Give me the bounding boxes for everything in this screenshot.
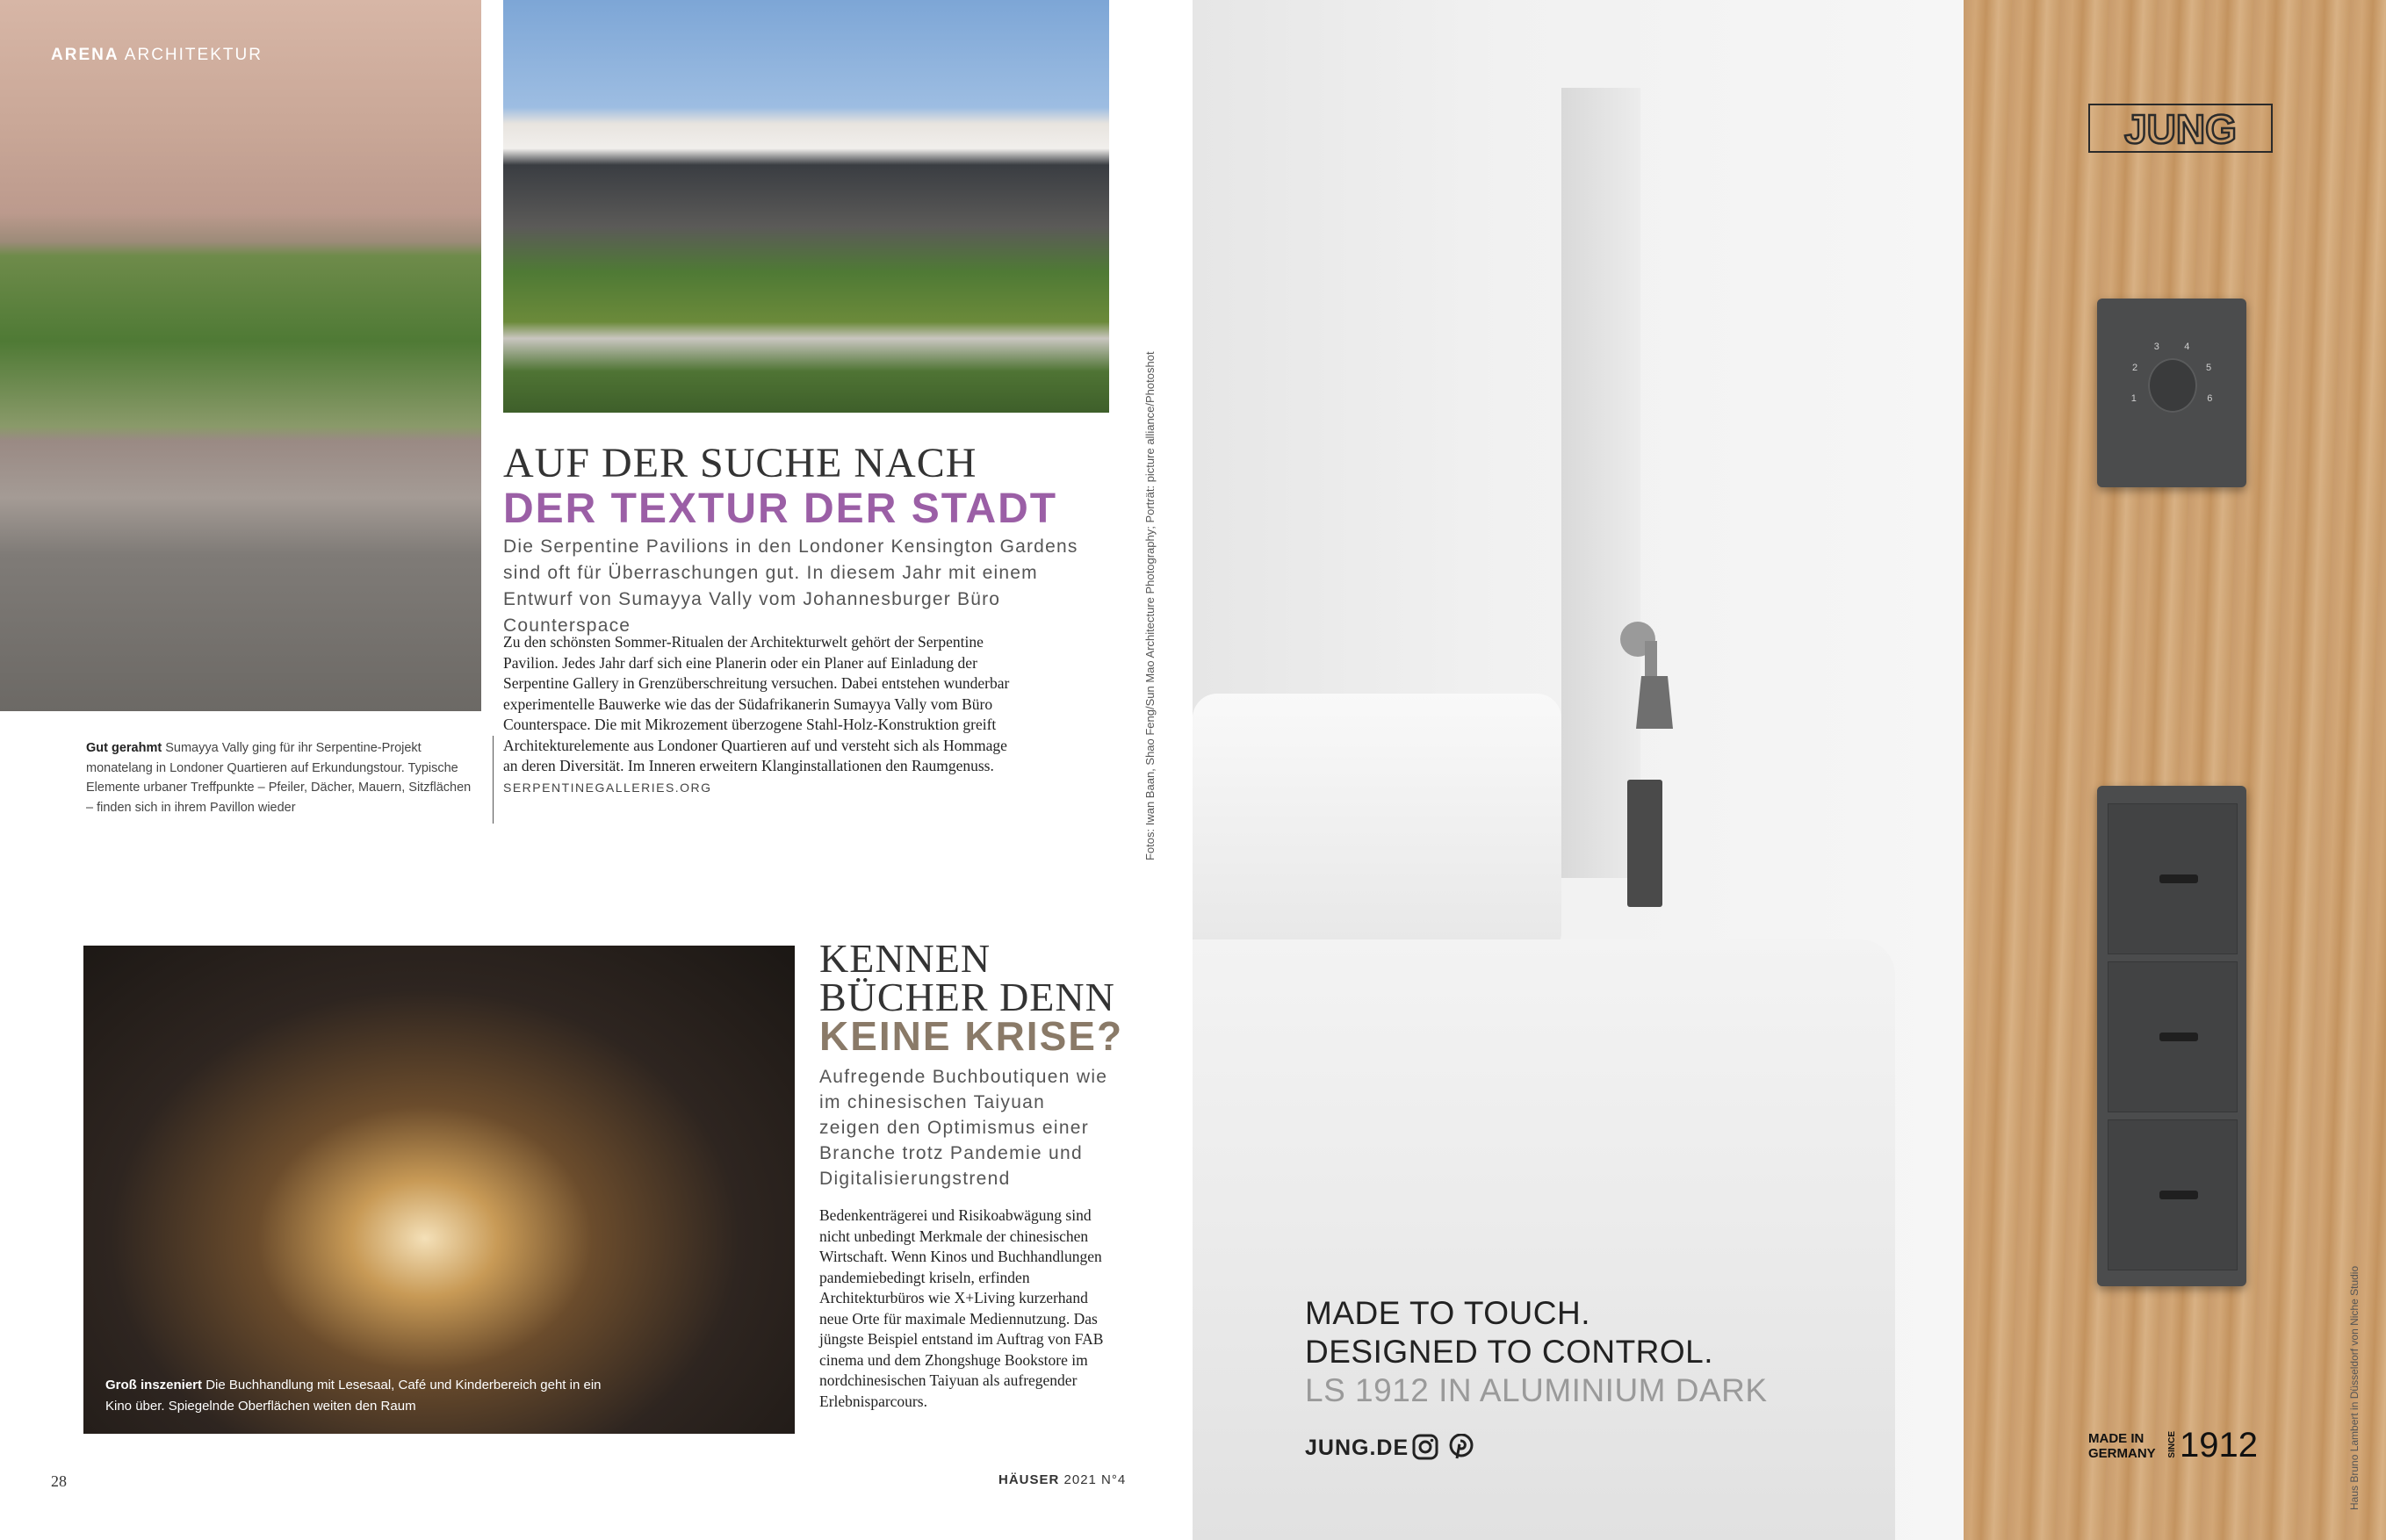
- switch-rocker: [2108, 803, 2238, 954]
- article1-headline-line2: DER TEXTUR DER STADT: [503, 486, 1058, 532]
- article1-url[interactable]: SERPENTINEGALLERIES.ORG: [503, 780, 712, 795]
- article1-caption: [86, 738, 481, 817]
- thermostat: [2097, 299, 2246, 487]
- toggle-lever: [2159, 874, 2198, 883]
- svg-text:JUNG: JUNG: [2124, 106, 2237, 152]
- magazine-footer: [998, 1472, 1126, 1487]
- article1-caption-bold: Gut gerahmt: [86, 741, 162, 755]
- article1-caption-text: Sumayya Vally ging für ihr Serpentine-Projekt monatelang in Londoner Quartieren auf Erkundungstour. Typische Elemente urbaner Treffpunkte – Pfeiler, Dächer, Mauern, Sitzflächen – finden sich in ihrem Pavillon wieder: [86, 741, 472, 815]
- page-number: 28: [51, 1472, 67, 1490]
- founding-year: 1912: [2180, 1426, 2258, 1464]
- photo-credits: Fotos: Iwan Baan, Shao Feng/Sun Mao Architecture Photography; Porträt: picture alliance/Photoshot: [1143, 351, 1157, 860]
- thermostat-scale-number: 4: [2184, 342, 2190, 353]
- article1-headline: [503, 441, 1057, 532]
- article2-headline-line3: KEINE KRISE?: [819, 1013, 1124, 1059]
- article2-headline-line1: KENNEN: [819, 936, 991, 981]
- article1-body: [503, 632, 1013, 798]
- ad-bed: [1193, 939, 1895, 1540]
- toggle-lever: [2159, 1033, 2198, 1041]
- ad-photo-credit: Haus Bruno Lambert in Düsseldorf von Niche Studio: [2348, 1265, 2361, 1510]
- portrait-photo: [0, 0, 481, 711]
- pinterest-icon[interactable]: [1449, 1434, 1474, 1460]
- section-label: ARENA ARCHITEKTUR: [51, 46, 263, 64]
- thermostat-scale-number: 3: [2153, 342, 2159, 353]
- article2-caption: [105, 1375, 606, 1417]
- instagram-icon[interactable]: [1412, 1434, 1438, 1460]
- thermostat-scale-number: 2: [2131, 363, 2138, 374]
- pavilion-photo: [503, 0, 1109, 413]
- ad-pillow: [1193, 694, 1561, 957]
- made-in-germany: MADE IN GERMANY: [2088, 1431, 2156, 1461]
- article1-body-text: Zu den schönsten Sommer-Ritualen der Architekturwelt gehört der Serpentine Pavilion. Jedes Jahr darf sich eine Planerin oder ein Planer auf Einladung der Serpentine Gallery in Grenzüberschreitung versuchen. Dabei entstehen wunderbar experimentelle Bauwerke wie das der Südafrikanerin Sumayya Vally vom Büro Counterspace. Die mit Mikrozement überzogene Stahl-Holz-Konstruktion greift Architekturelemente aus Londoner Quartieren auf und versteht sich als Hommage an deren Diversität. Im Inneren erweitern Klanginstallationen den Raumgenuss.: [503, 633, 1010, 774]
- ad-wood-panel: [1964, 0, 2386, 1540]
- article2-body: Bedenkenträgerei und Risikoabwägung sind nicht unbedingt Merkmale der chinesischen Wirtschaft. Wenn Kinos und Buchhandlungen pandemiebedingt kriseln, erfinden Architekturbüros wie X+Living kurzerhand neue Orte für maximale Mediennutzung. Das jüngste Beispiel entstand im Auftrag von FAB cinema und dem Zhongshuge Bookstore im nordchinesischen Taiyuan als aufregender Erlebnisparcours.: [819, 1206, 1104, 1410]
- article2-headline: [819, 936, 1124, 1059]
- thermostat-dial: [2148, 358, 2197, 413]
- article2-headline-line2: BÜCHER DENN: [819, 975, 1115, 1019]
- jung-logo: [2088, 104, 2273, 153]
- bookstore-photo: [83, 946, 795, 1434]
- magazine-issue: 2021 N°4: [1063, 1472, 1127, 1487]
- triple-switch: [2097, 786, 2246, 1286]
- jung-advertisement: [1193, 0, 2386, 1540]
- article2-deck: Aufregende Buchboutiquen wie im chinesischen Taiyuan zeigen den Optimismus einer Branche trotz Pandemie und Digitalisierungstrend: [819, 1067, 1108, 1189]
- article2-caption-bold: Groß inszeniert: [105, 1378, 203, 1392]
- ad-claim-line2: DESIGNED TO CONTROL.: [1305, 1334, 1714, 1370]
- ad-claim-line3: LS 1912 IN ALUMINIUM DARK: [1305, 1372, 1768, 1408]
- ad-claim-line1: MADE TO TOUCH.: [1305, 1295, 1590, 1331]
- thermostat-scale-number: 5: [2206, 363, 2212, 374]
- article1-deck: Die Serpentine Pavilions in den Londoner Kensington Gardens sind oft für Überraschungen gut. In diesem Jahr mit einem Entwurf von Sumayya Vally vom Johannesburger Büro Counterspace: [503, 536, 1078, 636]
- ad-url[interactable]: JUNG.DE: [1305, 1436, 1409, 1460]
- ad-wall-niche: [1561, 88, 1640, 878]
- article2-caption-text: Die Buchhandlung mit Lesesaal, Café und Kinderbereich geht in ein Kino über. Spiegelnde Oberflächen weiten den Raum: [105, 1378, 602, 1414]
- small-light-switch: [1627, 780, 1662, 907]
- thermostat-scale-number: 6: [2207, 392, 2213, 404]
- caption-divider: [493, 736, 494, 824]
- switch-rocker: [2108, 1119, 2238, 1270]
- since-label: SINCE: [2167, 1431, 2177, 1458]
- thermostat-scale-number: 1: [2130, 392, 2137, 404]
- article1-headline-line1: AUF DER SUCHE NACH: [503, 440, 977, 486]
- toggle-lever: [2159, 1191, 2198, 1199]
- switch-rocker: [2108, 961, 2238, 1112]
- magazine-name: HÄUSER: [998, 1472, 1060, 1487]
- wall-lamp-icon: [1618, 615, 1680, 738]
